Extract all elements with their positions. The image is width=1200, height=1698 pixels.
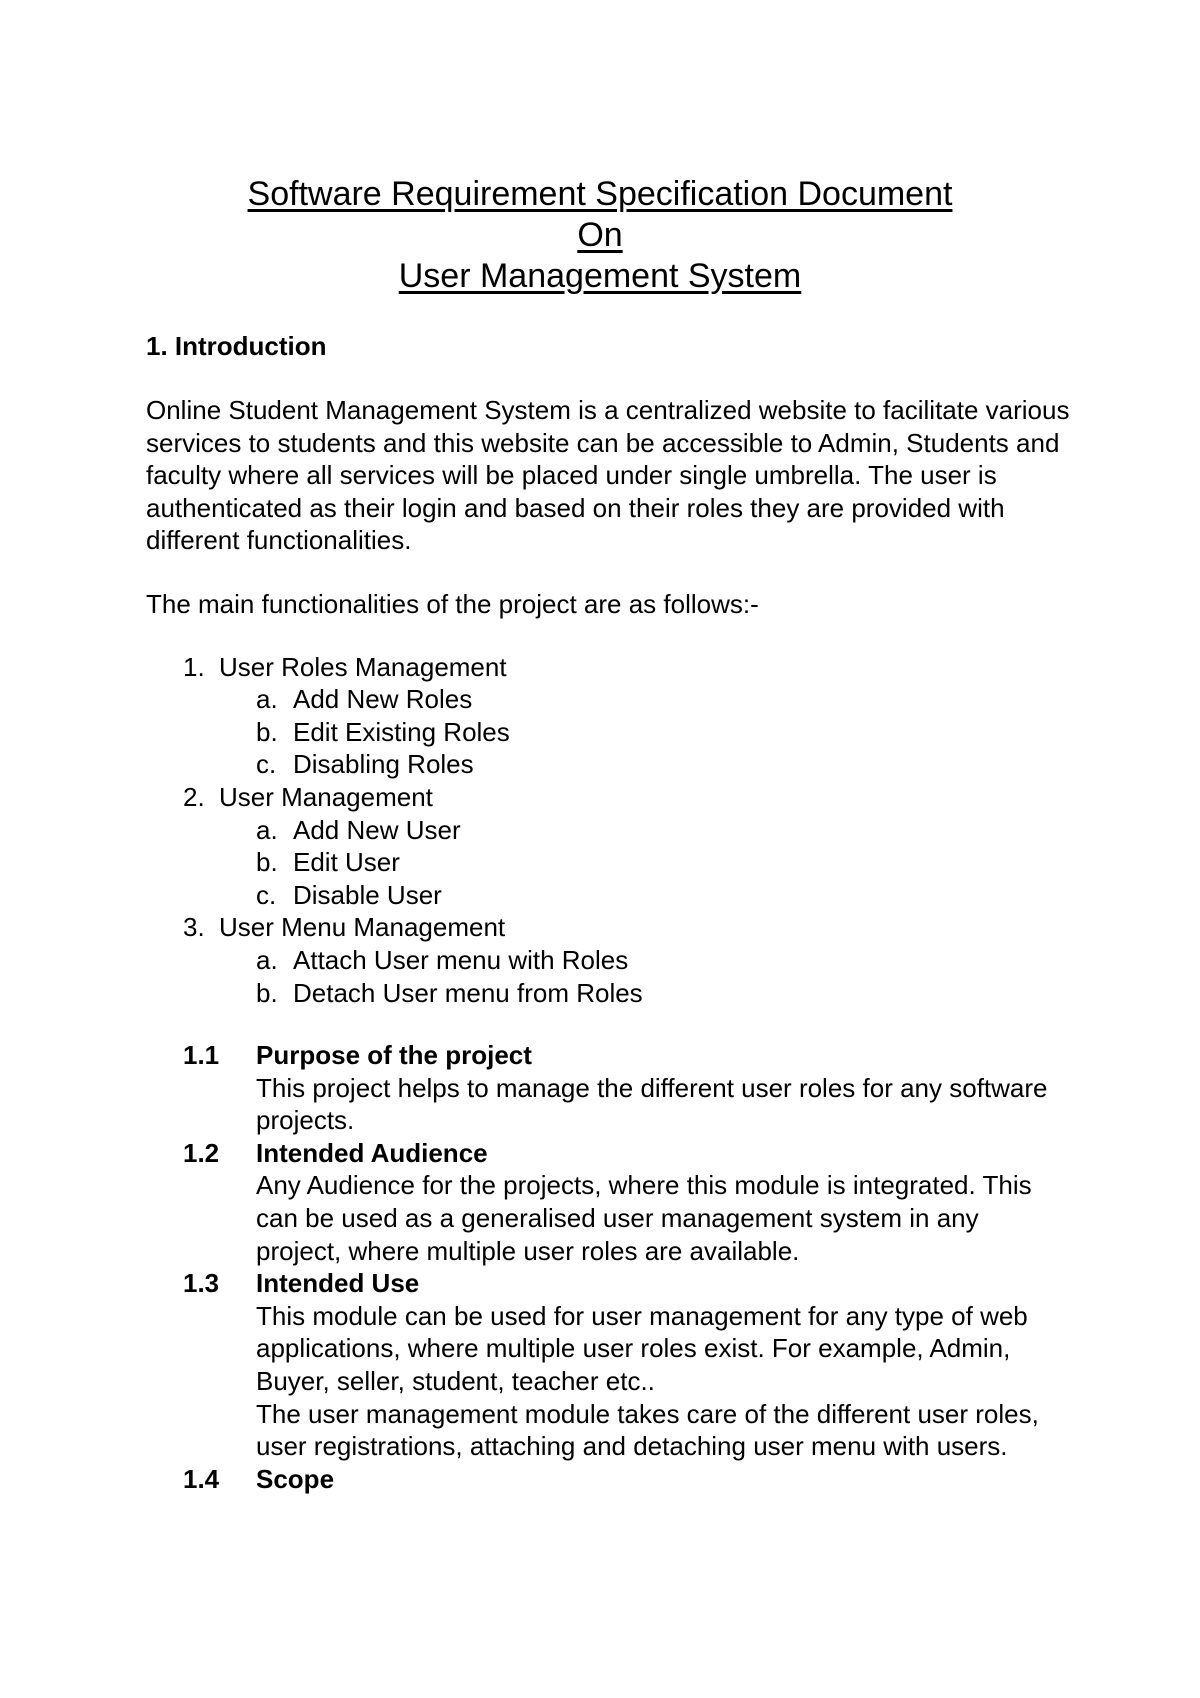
sub-list-item bbox=[146, 716, 1086, 749]
functionalities-list bbox=[146, 651, 1086, 1010]
sub-list-item bbox=[146, 846, 1086, 879]
sub-list-item-letter: b. bbox=[256, 977, 278, 1008]
sub-list bbox=[219, 814, 1086, 912]
subsection-body: This project helps to manage the different user roles for any software projects. bbox=[256, 1072, 1048, 1136]
sub-list-item bbox=[146, 977, 1086, 1010]
subsection-intended-use bbox=[146, 1267, 1086, 1463]
sub-list-item-letter: a. bbox=[256, 944, 278, 975]
sub-list-item-label: Add New Roles bbox=[293, 684, 473, 715]
subsection-title: Purpose of the project bbox=[256, 1040, 532, 1071]
sub-list-item-label: Disabling Roles bbox=[293, 749, 474, 780]
list-item-label: User Menu Management bbox=[219, 912, 506, 943]
subsection-number: 1.2 bbox=[183, 1137, 220, 1168]
introduction-paragraph: Online Student Management System is a centralized website to facilitate various services to students and this website can be accessible to Admin, Students and faculty where all services will be placed under single umbrella. The user is authenticated as their login and based on their roles they are provided with different functionalities. bbox=[146, 395, 1070, 556]
subsections bbox=[146, 1039, 1086, 1495]
subsection-body: This module can be used for user management for any type of web applications, where multiple user roles exist. For example, Admin, Buyer, seller, student, teacher etc.. bbox=[256, 1300, 1028, 1397]
subsection-title: Intended Audience bbox=[256, 1137, 488, 1168]
subsection-number: 1.4 bbox=[183, 1463, 220, 1494]
document-title bbox=[0, 174, 1200, 297]
list-item-label: User Roles Management bbox=[219, 651, 507, 682]
subsection-scope bbox=[146, 1463, 1086, 1496]
sub-list bbox=[219, 944, 1086, 1009]
sub-list-item-label: Disable User bbox=[293, 879, 442, 910]
list-item bbox=[146, 911, 1086, 1009]
sub-list-item-label: Attach User menu with Roles bbox=[293, 944, 629, 975]
subsection-intended-audience bbox=[146, 1137, 1086, 1267]
list-item bbox=[146, 651, 1086, 781]
title-line-2: On bbox=[577, 216, 623, 254]
list-item-number: 2. bbox=[183, 781, 205, 812]
list-item bbox=[146, 781, 1086, 911]
sub-list-item-letter: b. bbox=[256, 847, 278, 878]
sub-list-item-label: Edit Existing Roles bbox=[293, 716, 510, 747]
sub-list-item-letter: a. bbox=[256, 684, 278, 715]
subsection-body: Any Audience for the projects, where this module is integrated. This can be used as a generalised user management system in any project, where multiple user roles are available. bbox=[256, 1170, 1032, 1266]
sub-list-item-letter: c. bbox=[256, 879, 277, 910]
sub-list-item-letter: a. bbox=[256, 814, 278, 845]
sub-list-item-label: Detach User menu from Roles bbox=[293, 977, 643, 1008]
sub-list-item bbox=[146, 879, 1086, 912]
sub-list-item bbox=[146, 748, 1086, 781]
document-body bbox=[146, 330, 1086, 1495]
title-line-1: Software Requirement Specification Document bbox=[247, 175, 953, 213]
subsection-purpose bbox=[146, 1039, 1086, 1137]
sub-list-item-letter: b. bbox=[256, 716, 278, 747]
sub-list bbox=[219, 683, 1086, 781]
list-item-number: 1. bbox=[183, 651, 205, 682]
title-line-3: User Management System bbox=[398, 257, 802, 295]
sub-list-item-letter: c. bbox=[256, 749, 277, 780]
sub-list-item bbox=[146, 944, 1086, 977]
list-item-number: 3. bbox=[183, 912, 205, 943]
subsection-number: 1.3 bbox=[183, 1268, 220, 1299]
sub-list-item bbox=[146, 683, 1086, 716]
list-item-label: User Management bbox=[219, 781, 433, 812]
subsection-title: Intended Use bbox=[256, 1268, 420, 1299]
subsection-body: The user management module takes care of the different user roles, user registrations, attaching and detaching user menu with users. bbox=[256, 1398, 1039, 1462]
functionalities-intro: The main functionalities of the project are as follows:- bbox=[146, 588, 759, 619]
introduction-heading: 1. Introduction bbox=[146, 331, 327, 361]
subsection-number: 1.1 bbox=[183, 1040, 220, 1071]
sub-list-item bbox=[146, 814, 1086, 847]
sub-list-item-label: Edit User bbox=[293, 847, 400, 878]
sub-list-item-label: Add New User bbox=[293, 814, 461, 845]
subsection-title: Scope bbox=[256, 1463, 335, 1494]
